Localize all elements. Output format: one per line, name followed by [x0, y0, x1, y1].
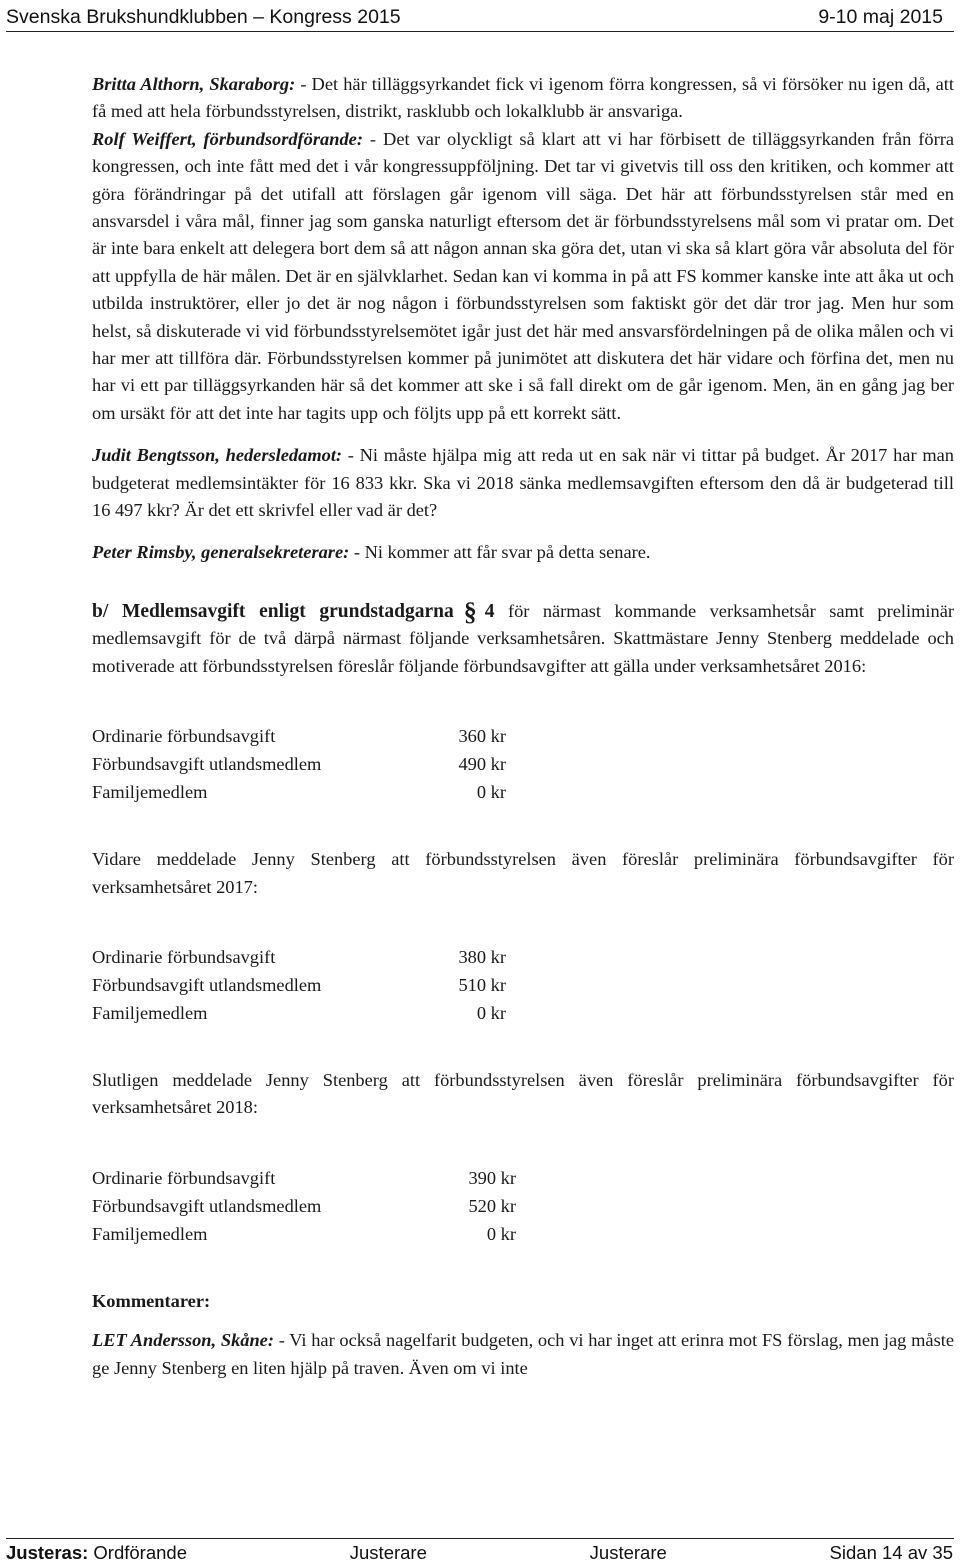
statement-rolf: [92, 126, 954, 427]
footer-justerare-1: Justerare: [349, 1542, 427, 1563]
statement-britta: [92, 71, 954, 126]
paragraph-2018: Slutligen meddelade Jenny Stenberg att förbundsstyrelsen även föreslår preliminära förbundsavgifter för verksamhetsåret 2018:: [92, 1069, 954, 1118]
table-row: [92, 722, 506, 750]
header-title: Svenska Brukshundklubben – Kongress 2015: [6, 6, 401, 28]
speaker-name: Peter Rimsby, generalsekreterare:: [92, 541, 350, 562]
fee-label: Förbundsavgift utlandsmedlem: [92, 754, 322, 775]
footer-ordforande: Ordförande: [88, 1542, 187, 1563]
fees-table-2017: [92, 943, 506, 1027]
fee-label: Familjemedlem: [92, 1223, 208, 1244]
table-row: [92, 1164, 516, 1192]
statement-let: [92, 1327, 954, 1382]
section-number: 4: [484, 600, 495, 622]
header-divider: [6, 31, 954, 32]
footer-justerare-2: Justerare: [589, 1542, 667, 1563]
fee-amount: 520 kr: [468, 1195, 516, 1216]
fees-table-2016: [92, 722, 506, 806]
table-row: [92, 778, 506, 806]
footer-justeras: [6, 1543, 187, 1563]
statement-text: - Ni kommer att får svar på detta senare.: [349, 541, 651, 562]
statement-peter: [92, 539, 954, 566]
speaker-name: Rolf Weiffert, förbundsordförande:: [92, 128, 363, 149]
section-text: för närmast kommande verksamhetsår samt preliminär medlemsavgift för de två därpå närmast följande verksamhetsåren. Skattmästare Jenny Stenberg meddelade och motiverade att förbundsstyrelsen föreslår följande förbundsavgifter att gälla under verksamhetsåret 2016:: [92, 600, 954, 676]
comments-heading: Kommentarer:: [92, 1290, 211, 1311]
statement-text: - Det här tilläggsyrkandet fick vi igenom förra kongressen, så vi försöker nu igen då, att få med att hela förbundsstyrelsen, distrikt, rasklubb och lokalklubb är ansvariga.: [92, 74, 954, 122]
fee-label: Familjemedlem: [92, 1002, 208, 1023]
fee-amount: 360 kr: [458, 726, 506, 747]
fee-amount: 510 kr: [458, 974, 506, 995]
fee-label: Ordinarie förbundsavgift: [92, 1167, 276, 1188]
statement-text: - Det var olyckligt så klart att vi har förbisett de tilläggsyrkanden från förra kongressen, och inte fått med det i vår kongressuppföljning. Det tar vi givetvis till oss den kritiken, och kommer att göra förändringar på det utifall att förslagen går igenom vill säga. Det här att förbundsstyrelsen står med en ansvarsdel i våra mål, finner jag som ganska naturligt eftersom det är förbundsstyrelsens mål som vi pratar om. Det är inte bara enkelt att delegera bort dem så att någon annan ska göra det, utan vi ska så klart göra vår absoluta del för att uppfylla de här målen. Det är en självklarhet. Sedan kan vi komma in på att FS kommer kanske inte att åka ut och utbilda instruktörer, eller jo det är nog någon i förbundsstyrelsen som faktiskt gör det där tror jag. Men hur som helst, så diskuterade vi vid förbundsstyrelsemötet igår just det här med ansvarsfördelningen på de olika målen och vi har mer att tillföra där. Förbundsstyrelsen kommer på junimötet att diskutera det här vidare och förfina det, men nu har vi ett par tilläggsyrkanden här så det kommer att ske i så fall direkt om de går igenom. Men, än en gång jag ber om ursäkt för att det inte har tagits upp och följts upp på ett korrekt sätt.: [92, 128, 955, 423]
section-b: [92, 598, 954, 680]
header-date: 9-10 maj 2015: [818, 6, 943, 28]
paragraph-2017: Vidare meddelade Jenny Stenberg att förbundsstyrelsen även föreslår preliminära förbundsavgifter för verksamhetsåret 2017:: [92, 849, 954, 897]
fee-label: Förbundsavgift utlandsmedlem: [92, 1195, 322, 1216]
table-row: [92, 971, 506, 999]
statement-text: - Ni måste hjälpa mig att reda ut en sak när vi tittar på budget. År 2017 har man budgeterat medlemsintäkter för 16 833 kkr. Ska vi 2018 sänka medlemsavgiften eftersom den då är budgeterad till 16 497 kkr? Är det ett skrivfel eller vad är det?: [92, 445, 954, 521]
table-row: [92, 1220, 516, 1248]
table-row: [92, 1192, 516, 1220]
footer-divider: [6, 1538, 954, 1539]
section-heading: b/ Medlemsavgift enligt grundstadgarna: [92, 600, 454, 622]
fee-label: Familjemedlem: [92, 782, 208, 803]
fee-label: Förbundsavgift utlandsmedlem: [92, 974, 322, 995]
section-sign: §: [463, 596, 477, 626]
document-body: [92, 71, 954, 1382]
speaker-name: LET Andersson, Skåne:: [92, 1330, 274, 1351]
table-row: [92, 943, 506, 971]
table-row: [92, 999, 506, 1027]
fee-amount: 0 kr: [476, 1002, 506, 1023]
page-footer: [6, 1543, 953, 1563]
statement-text: - Vi har också nagelfarit budgeten, och vi har inget att erinra mot FS förslag, men jag måste ge Jenny Stenberg en liten hjälp på traven. Även om vi inte: [92, 1330, 954, 1378]
fee-label: Ordinarie förbundsavgift: [92, 946, 276, 967]
speaker-name: Judit Bengtsson, hedersledamot:: [92, 445, 343, 466]
fee-amount: 490 kr: [458, 754, 506, 775]
page-header: [6, 0, 943, 28]
footer-justeras-label: Justeras:: [6, 1542, 89, 1563]
fees-table-2018: [92, 1164, 516, 1248]
speaker-name: Britta Althorn, Skaraborg:: [92, 74, 296, 94]
page-number: Sidan 14 av 35: [829, 1542, 953, 1563]
fee-amount: 380 kr: [458, 946, 506, 967]
fee-amount: 0 kr: [486, 1223, 516, 1244]
fee-amount: 0 kr: [476, 782, 506, 803]
statement-judit: [92, 442, 954, 524]
fee-amount: 390 kr: [468, 1167, 516, 1188]
fee-label: Ordinarie förbundsavgift: [92, 726, 276, 747]
table-row: [92, 750, 506, 778]
